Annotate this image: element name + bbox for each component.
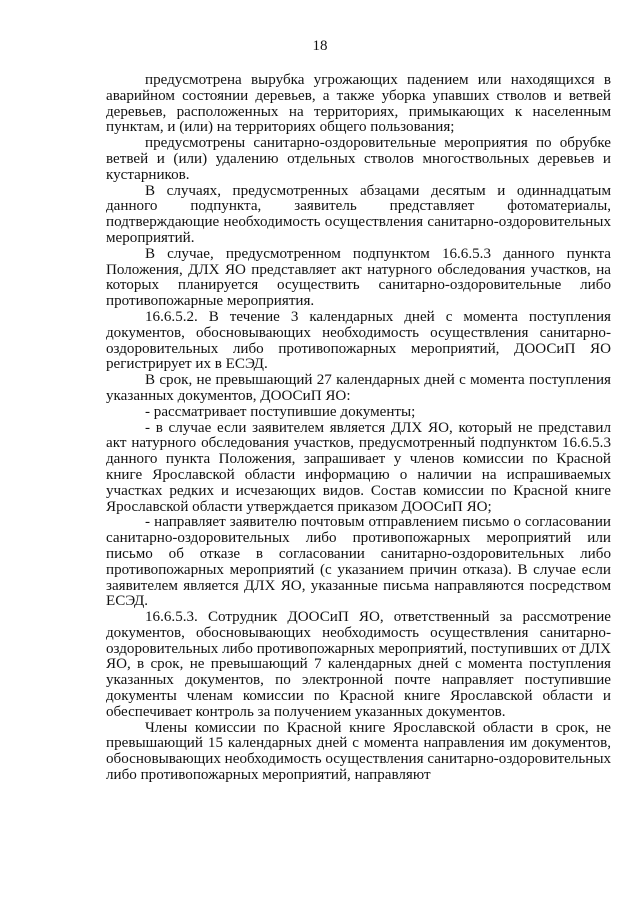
paragraph-16-6-5-3: 16.6.5.3. Сотрудник ДООСиП ЯО, ответственный за рассмотрение документов, обосновывающих необходимость осуществления санитарно-оздоровительных либо противопожарных мероприятий, поступивших от ДЛХ ЯО, в срок, не превышающий 7 календарных дней с момента поступления указанных документов, по электронной почте направляет поступившие документы членам комиссии по Красной книге Ярославской области и обеспечивает контроль за получением указанных документов.	[106, 609, 611, 720]
paragraph-inspection-act: В случае, предусмотренном подпунктом 16.6.5.3 данного пункта Положения, ДЛХ ЯО представляет акт натурного обследования участков, на которых планируется осуществить санитарно-оздоровительные либо противопожарные мероприятия.	[106, 245, 611, 310]
paragraph-27-days-term: В срок, не превышающий 27 календарных дней с момента поступления указанных документов, ДООСиП ЯО:	[106, 372, 611, 404]
page-number: 18	[312, 38, 328, 54]
paragraph-tree-felling: предусмотрена вырубка угрожающих падением или находящихся в аварийном состоянии деревьев, а также уборка упавших стволов и ветвей деревьев, расположенных на территориях, примыкающих к населенным пунктам, и (или) на территориях общего пользования;	[106, 72, 611, 136]
paragraph-photo-materials: В случаях, предусмотренных абзацами десятым и одиннадцатым данного подпункта, заявитель представляет фотоматериалы, подтверждающие необходимость осуществления санитарно-оздоровительных мероприятий.	[106, 182, 611, 246]
list-item-send-letter: - направляет заявителю почтовым отправлением письмо о согласовании санитарно-оздоровительных либо противопожарных мероприятий или письмо об отказе в согласовании санитарно-оздоровительных либо противопожарных мероприятий (с указанием причин отказа). В случае если заявителем является ДЛХ ЯО, указанные письма направляются посредством ЕСЭД.	[106, 514, 611, 610]
document-body	[106, 73, 611, 784]
list-item-request-commission: - в случае если заявителем является ДЛХ ЯО, который не представил акт натурного обследования участков, предусмотренный подпунктом 16.6.5.3 данного пункта Положения, запрашивает у членов комиссии по Красной книге Ярославской области информацию о наличии на испрашиваемых участках редких и исчезающих видов. Состав комиссии по Красной книге Ярославской области утверждается приказом ДООСиП ЯО;	[106, 419, 611, 515]
paragraph-commission-members: Члены комиссии по Красной книге Ярославской области в срок, не превышающий 15 календарных дней с момента направления им документов, обосновывающих необходимость осуществления санитарно-оздоровительных либо противопожарных мероприятий, направляют	[106, 719, 612, 784]
paragraph-16-6-5-2: 16.6.5.2. В течение 3 календарных дней с момента поступления документов, обосновывающих необходимость осуществления санитарно-оздоровительных либо противопожарных мероприятий, ДООСиП ЯО регистрирует их в ЕСЭД.	[106, 308, 611, 373]
paragraph-branch-pruning: предусмотрены санитарно-оздоровительные мероприятия по обрубке ветвей и (или) удалению отдельных стволов многоствольных деревьев и кустарников.	[106, 135, 611, 183]
list-item-review-documents: - рассматривает поступившие документы;	[145, 403, 416, 420]
